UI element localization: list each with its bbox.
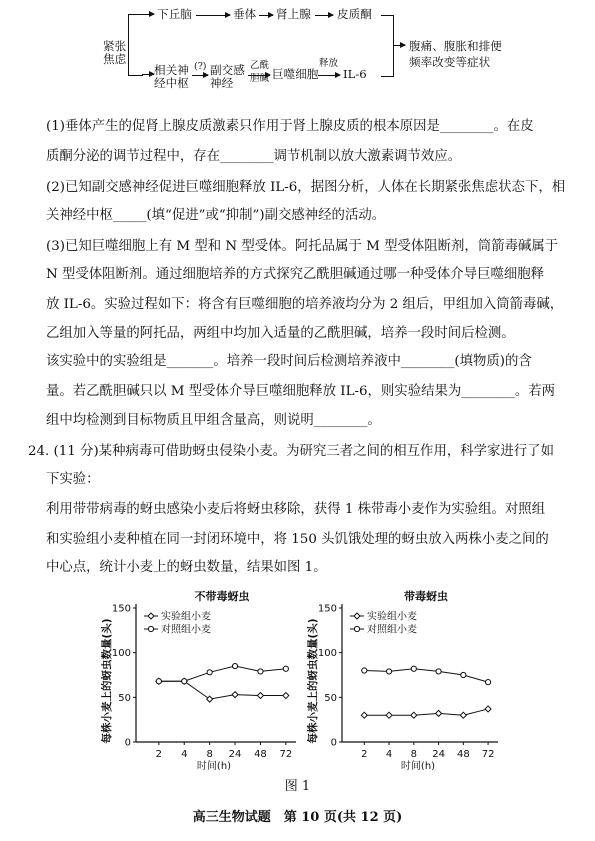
q24-line-5: 中心点，统计小麦上的蚜虫数量，结果如图 1。 [46,560,327,575]
arrow-to-adrenal [259,15,273,16]
y-axis-label: 每株小麦上的蚜虫数量(头) [307,618,319,744]
question-mark-label: (?) [194,61,207,72]
q24-line-3: 利用带带病毒的蚜虫感染小麦后将蚜虫移除，获得 1 株带毒小麦作为实验组。对照组 [46,502,546,517]
x-tick-label: 2 [155,749,163,760]
x-tick-label: 48 [456,749,470,760]
arrow-to-sympathetic [192,75,208,76]
x-tick-label: 24 [432,749,445,760]
release-label: 释放 [319,58,339,69]
symptoms-node: 腹痛、腹胀和排便 频率改变等症状 [409,39,502,69]
series-line [159,681,286,699]
arrow-to-pituitary [196,15,230,16]
legend-label: 对照组小麦 [367,624,417,636]
legend-label: 实验组小麦 [161,611,211,623]
adrenal-node: 肾上腺 [276,7,311,21]
merge-line [381,15,394,77]
arrow-to-cortisol [315,15,333,16]
arrow-to-nerve-center [142,74,154,75]
stress-label: 紧张 焦虑 [103,39,127,66]
legend-marker [148,613,154,619]
x-tick-label: 4 [181,749,188,760]
y-tick-label: 100 [317,648,337,660]
x-tick-label: 8 [206,749,213,760]
data-point-circle [258,669,263,674]
nerve-center-node: 相关神 经中枢 [154,63,189,90]
legend-marker [354,626,359,631]
branch-line [128,14,143,76]
x-tick-label: 48 [254,749,267,760]
x-tick-label: 24 [228,749,242,760]
data-point-circle [207,670,212,675]
q3-line-2: N 型受体阻断剂。通过细胞培养的方式探究乙酰胆碱通过哪一种受体介导巨噬细胞释 [46,267,545,282]
pituitary-node: 垂体 [233,7,257,21]
chart-title: 带毒蚜虫 [404,590,448,603]
x-tick-label: 72 [279,749,293,760]
arrow-to-symptoms [393,45,405,46]
series-line [364,709,488,715]
figure-1-charts [0,590,595,770]
q24-line-4: 和实验组小麦种植在同一封闭环境中，将 150 头饥饿处理的蚜虫放入两株小麦之间的 [46,532,549,547]
x-tick-label: 72 [481,749,495,760]
data-point-diamond [361,712,367,718]
arrow-to-hypothalamus [142,14,154,15]
q3-line-5: 该实验中的实验组是_______。培养一段时间后检测培养液中________(填物质)的含 [46,354,532,369]
ach-label: 乙酰 胆碱 [250,60,270,84]
data-point-diamond [436,710,442,716]
y-tick-label: 0 [330,737,337,749]
y-axis-label: 每株小麦上的蚜虫数量(头) [101,618,113,744]
data-point-circle [436,669,441,674]
q3-line-1: (3)已知巨噬细胞上有 M 型和 N 型受体。阿托品属于 M 型受体阻断剂，筒箭毒碱属于 [46,239,559,254]
legend-label: 对照组小麦 [161,624,211,636]
data-point-circle [182,679,187,684]
arrow-to-il6 [318,75,340,76]
figure-caption: 图 1 [284,779,311,794]
series-line [364,669,488,682]
data-point-circle [283,666,288,671]
x-tick-label: 4 [385,749,393,760]
data-point-diamond [207,696,213,702]
y-tick-label: 100 [111,648,131,660]
x-tick-label: 8 [410,749,417,760]
chart-with-virus [306,590,498,770]
q3-line-3: 放 IL-6。实验过程如下：将含有巨噬细胞的培养液均分为 2 组后，甲组加入筒箭毒碱， [46,297,564,312]
data-point-circle [386,669,391,674]
data-point-diamond [485,706,491,712]
data-point-diamond [460,712,466,718]
y-tick-label: 150 [111,603,131,615]
q24-line-2: 下实验： [46,472,100,487]
data-point-diamond [232,692,238,698]
q2-line-2: 关神经中枢_____(填“促进”或“抑制”)副交感神经的活动。 [46,208,386,223]
x-axis-label: 时间(h) [196,761,232,770]
y-tick-label: 150 [317,603,337,615]
q2-line-1: (2)已知副交感神经促进巨噬细胞释放 IL-6，据图分析，人体在长期紧张焦虑状态下，相 [46,180,566,195]
y-tick-label: 0 [124,737,131,749]
data-point-diamond [411,712,417,718]
q24-line-1: 24. (11 分)某种病毒可借助蚜虫侵染小麦。为研究三者之间的相互作用，科学家进行了如 [28,444,554,459]
data-point-circle [411,666,416,671]
series-line [159,666,286,681]
data-point-circle [485,680,490,685]
chart-without-virus [100,590,296,770]
hypothalamus-node: 下丘脑 [157,7,192,21]
data-point-circle [461,672,466,677]
cortisol-node: 皮质酮 [337,7,372,21]
q3-line-4: 乙组加入等量的阿托品，两组中均加入适量的乙酰胆碱，培养一段时间后检测。 [46,326,515,341]
y-tick-label: 50 [324,692,337,704]
legend-marker [148,626,153,631]
legend-label: 实验组小麦 [367,611,417,623]
q1-line-1: (1)垂体产生的促肾上腺皮质激素只作用于肾上腺皮质的根本原因是________。在皮 [46,119,534,134]
data-point-diamond [283,693,289,699]
data-point-circle [232,663,237,668]
sympathetic-node: 副交感 神经 [210,63,245,90]
macrophage-node: 巨噬细胞 [272,67,319,81]
x-tick-label: 2 [361,749,368,760]
arrow-to-macrophage [248,75,270,76]
x-axis-label: 时间(h) [400,761,436,770]
q3-line-7: 组中均检测到目标物质且甲组含量高，则说明________。 [46,413,381,428]
page-footer: 高三生物试题 第 10 页(共 12 页) [192,810,403,825]
y-tick-label: 50 [118,692,131,704]
q1-line-2: 质酮分泌的调节过程中，存在________调节机制以放大激素调节效应。 [46,149,462,164]
data-point-diamond [257,693,263,699]
il6-node: IL-6 [343,67,367,81]
data-point-circle [156,679,161,684]
q3-line-6: 量。若乙酰胆碱只以 M 型受体介导巨噬细胞释放 IL-6，则实验结果为________。若两 [46,384,555,399]
data-point-diamond [386,712,392,718]
data-point-circle [362,668,367,673]
chart-title: 不带毒蚜虫 [194,590,250,603]
legend-marker [354,613,360,619]
